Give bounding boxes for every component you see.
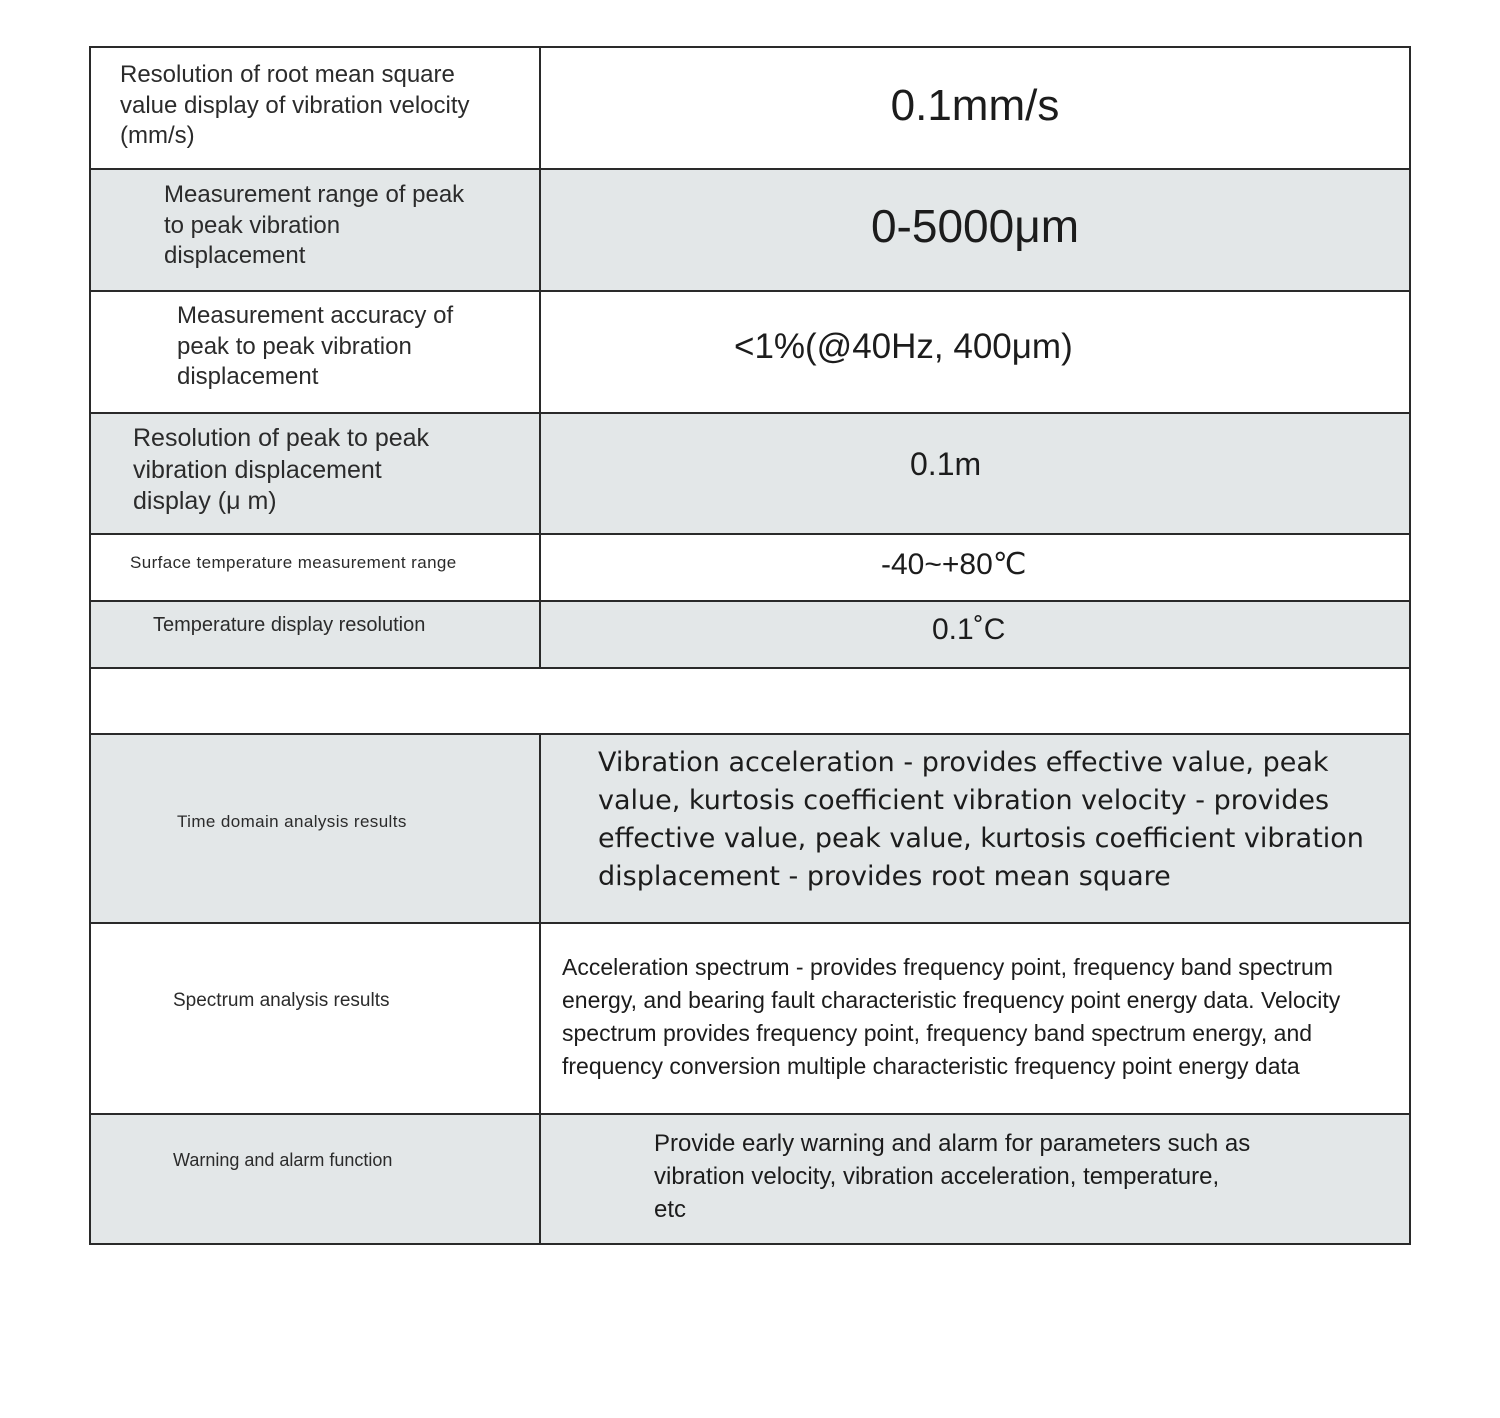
row-label: Surface temperature measurement range: [130, 553, 457, 573]
label-cell: [90, 734, 540, 923]
row-label: Time domain analysis results: [177, 811, 407, 831]
value-cell: [540, 47, 1410, 169]
value-cell: [540, 169, 1410, 291]
row-value: Vibration acceleration - provides effective value, peak value, kurtosis coefficient vibration velocity - provides effective value, peak value, kurtosis coefficient vibration displacement - provides root mean square: [598, 746, 1364, 892]
row-label: Measurement range of peak to peak vibration displacement: [164, 181, 465, 270]
row-label: Warning and alarm function: [173, 1150, 393, 1170]
row-value: 0.1mm/s: [890, 81, 1060, 130]
label-cell: [90, 169, 540, 291]
label-cell: [90, 291, 540, 413]
label-cell: [90, 534, 540, 601]
label-cell: [90, 923, 540, 1114]
row-label: Spectrum analysis results: [173, 989, 390, 1011]
row-label: Measurement accuracy of peak to peak vibration displacement: [177, 302, 454, 391]
table-row: [90, 923, 1410, 1114]
row-value: Provide early warning and alarm for parameters such as vibration velocity, vibration acceleration, temperature, etc: [654, 1129, 1251, 1223]
label-cell: [90, 47, 540, 169]
value-cell: [540, 1114, 1410, 1244]
row-value: 0.1˚C: [932, 612, 1006, 646]
empty-cell: [90, 668, 1410, 734]
table-row: [90, 601, 1410, 668]
table-row: [90, 534, 1410, 601]
row-label: Resolution of peak to peak vibration displacement display (μ m): [133, 423, 430, 516]
row-label: Temperature display resolution: [153, 613, 426, 636]
table-row: [90, 413, 1410, 534]
value-cell: [540, 413, 1410, 534]
table-row: [90, 668, 1410, 734]
row-value: 0.1m: [910, 446, 982, 482]
label-cell: [90, 413, 540, 534]
value-cell: [540, 601, 1410, 668]
row-value: -40~+80℃: [881, 548, 1027, 581]
table-row: [90, 291, 1410, 413]
value-cell: [540, 923, 1410, 1114]
table-row: [90, 169, 1410, 291]
row-value: <1%(@40Hz, 400μm): [734, 327, 1073, 366]
value-cell: [540, 534, 1410, 601]
table-row: [90, 1114, 1410, 1244]
table-row: [90, 734, 1410, 923]
label-cell: [90, 601, 540, 668]
row-value: 0-5000μm: [870, 200, 1080, 252]
row-label: Resolution of root mean square value display of vibration velocity (mm/s): [120, 61, 470, 150]
value-cell: [540, 734, 1410, 923]
value-cell: [540, 291, 1410, 413]
label-cell: [90, 1114, 540, 1244]
spec-table: [89, 46, 1411, 1245]
row-value: Acceleration spectrum - provides frequency point, frequency band spectrum energy, and bearing fault characteristic frequency point energy data. Velocity spectrum provides frequency point, frequency band spectrum energy, and frequency conversion multiple characteristic frequency point energy data: [562, 953, 1341, 1079]
table-row: [90, 47, 1410, 169]
